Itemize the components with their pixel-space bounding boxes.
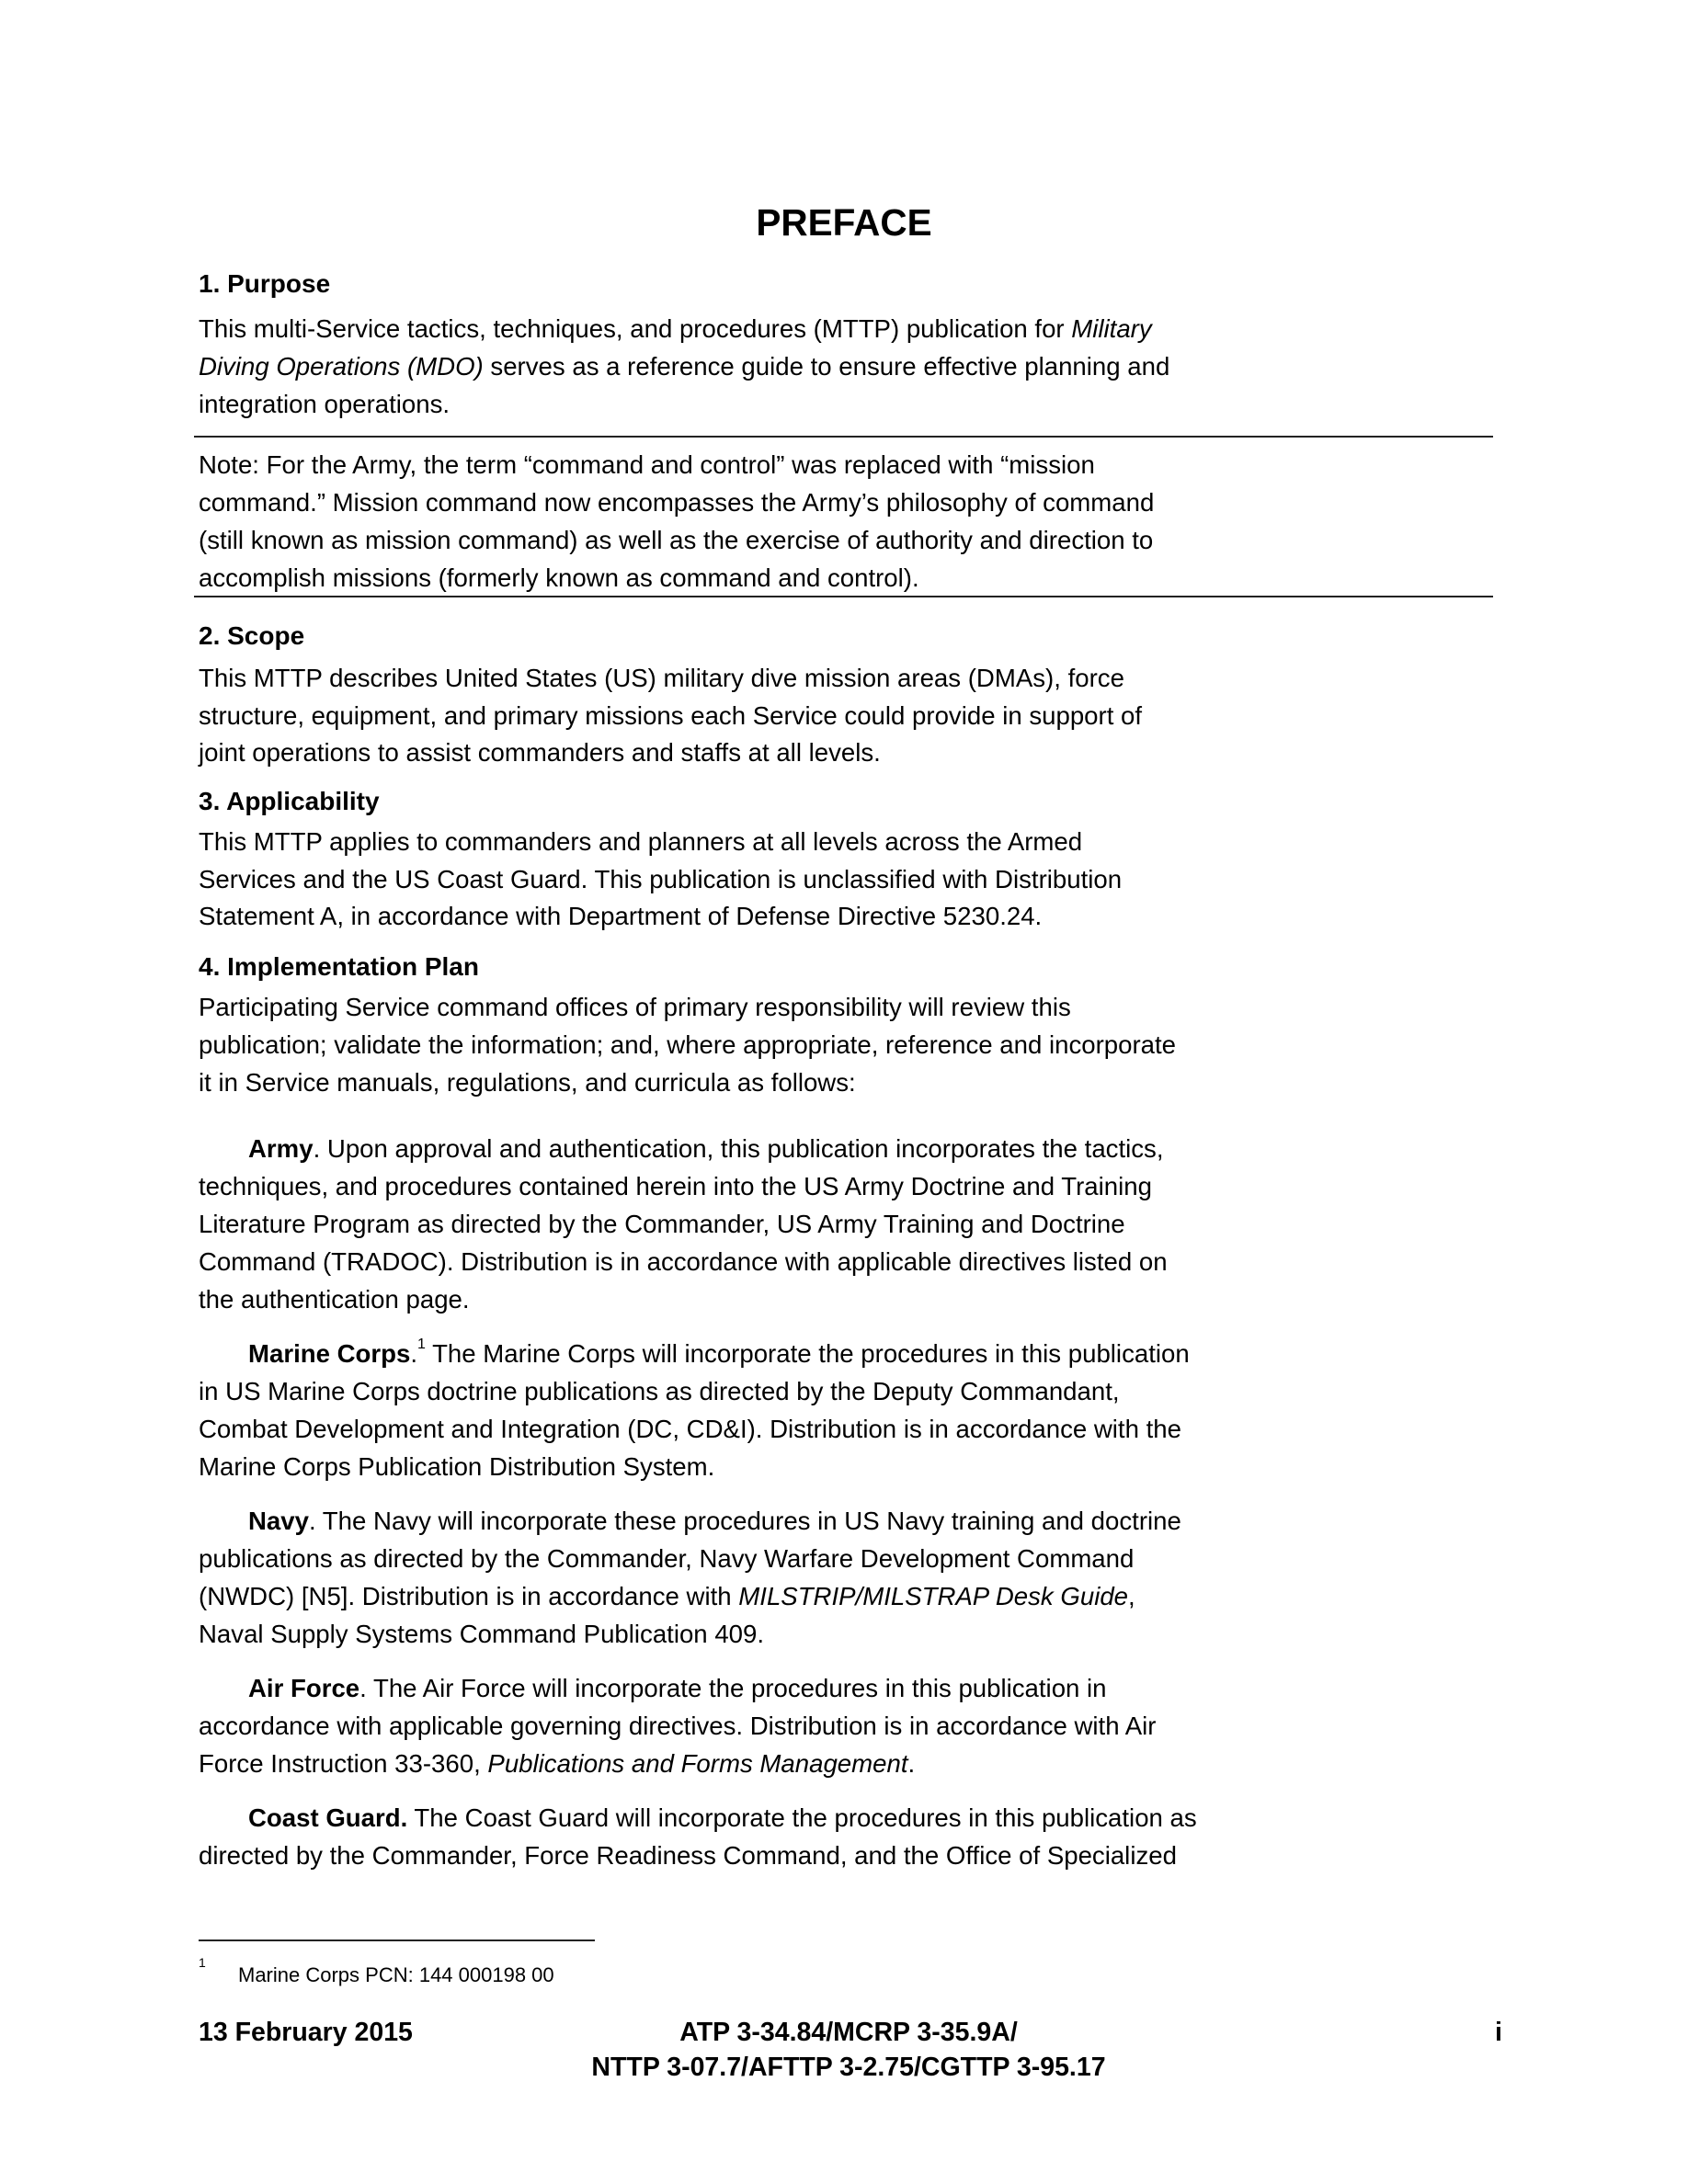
text: ,: [1128, 1582, 1135, 1610]
scope-line-1: This MTTP describes United States (US) military dive mission areas (DMAs), force: [199, 664, 1124, 692]
army-line-1: [199, 1136, 1164, 1162]
footnote-reference[interactable]: 1: [417, 1337, 426, 1352]
coastguard-line-1: [199, 1805, 1197, 1831]
navy-line-1: [199, 1508, 1181, 1534]
applicability-line-1: This MTTP applies to commanders and planners at all levels across the Armed: [199, 827, 1083, 856]
implementation-line-2: publication; validate the information; and, where appropriate, reference and incorporate: [199, 1030, 1177, 1059]
airforce-line-1: [199, 1676, 1107, 1701]
text: . The Air Force will incorporate the procedures in this publication in: [359, 1674, 1107, 1702]
marines-line-2: in US Marine Corps doctrine publications as directed by the Deputy Commandant,: [199, 1377, 1120, 1405]
text: (NWDC) [N5]. Distribution is in accordance with: [199, 1582, 739, 1610]
footer-publication-line-2: NTTP 3-07.7/AFTTP 3-2.75/CGTTP 3-95.17: [591, 2053, 1106, 2082]
footer-publication-line-1: ATP 3-34.84/MCRP 3-35.9A/: [679, 2018, 1018, 2047]
scope-line-2: structure, equipment, and primary missions each Service could provide in support of: [199, 701, 1143, 730]
army-line-5: the authentication page.: [199, 1285, 470, 1314]
note-top-rule: [194, 436, 1493, 438]
service-label-army: Army: [248, 1134, 314, 1163]
applicability-line-3: Statement A, in accordance with Department of Defense Directive 5230.24.: [199, 902, 1043, 930]
footer-page-number: i: [1495, 2018, 1502, 2047]
purpose-line-2: [199, 354, 1169, 380]
publication-title: Military: [1071, 314, 1152, 343]
service-label-coast-guard: Coast Guard.: [248, 1803, 408, 1832]
footnote-separator: [199, 1939, 595, 1941]
marines-line-3: Combat Development and Integration (DC, CD&I). Distribution is in accordance with the: [199, 1415, 1181, 1443]
navy-line-2: publications as directed by the Commander, Navy Warfare Development Command: [199, 1544, 1135, 1573]
note-line-2: command.” Mission command now encompasses the Army’s philosophy of command: [199, 488, 1155, 517]
text: The Coast Guard will incorporate the procedures in this publication as: [407, 1803, 1197, 1832]
purpose-line-3: integration operations.: [199, 390, 451, 418]
footnote-text: Marine Corps PCN: 144 000198 00: [238, 1963, 554, 1986]
text: This multi-Service tactics, techniques, and procedures (MTTP) publication for: [199, 314, 1072, 343]
publication-title: Publications and Forms Management: [487, 1749, 908, 1778]
page-title: PREFACE: [756, 201, 932, 244]
text: serves as a reference guide to ensure effective planning and: [483, 352, 1170, 381]
note-line-3: (still known as mission command) as well as the exercise of authority and direction to: [199, 526, 1154, 554]
text: .: [410, 1339, 417, 1368]
section-heading-implementation: 4. Implementation Plan: [199, 952, 479, 981]
section-heading-scope: 2. Scope: [199, 621, 305, 650]
navy-line-4: Naval Supply Systems Command Publication 409.: [199, 1620, 765, 1648]
purpose-line-1: [199, 316, 1152, 342]
section-heading-applicability: 3. Applicability: [199, 787, 380, 815]
publication-title: Diving Operations (MDO): [199, 352, 484, 381]
text: Force Instruction 33-360,: [199, 1749, 488, 1778]
section-heading-purpose: 1. Purpose: [199, 269, 331, 298]
airforce-line-3: [199, 1751, 915, 1777]
text: . The Navy will incorporate these procedures in US Navy training and doctrine: [308, 1507, 1181, 1535]
footnote-number: 1: [199, 1955, 206, 1970]
note-bottom-rule: [194, 596, 1493, 597]
text: The Marine Corps will incorporate the procedures in this publication: [425, 1339, 1190, 1368]
navy-line-3: [199, 1584, 1135, 1610]
army-line-4: Command (TRADOC). Distribution is in accordance with applicable directives listed on: [199, 1247, 1168, 1276]
service-label-marine-corps: Marine Corps: [248, 1339, 411, 1368]
army-line-3: Literature Program as directed by the Commander, US Army Training and Doctrine: [199, 1210, 1125, 1238]
service-label-air-force: Air Force: [248, 1674, 360, 1702]
implementation-line-1: Participating Service command offices of primary responsibility will review this: [199, 993, 1071, 1021]
marines-line-4: Marine Corps Publication Distribution System.: [199, 1452, 715, 1481]
publication-title: MILSTRIP/MILSTRAP Desk Guide: [738, 1582, 1129, 1610]
footer-date: 13 February 2015: [199, 2018, 413, 2047]
text: . Upon approval and authentication, this publication incorporates the tactics,: [313, 1134, 1164, 1163]
coastguard-line-2: directed by the Commander, Force Readiness Command, and the Office of Specialized: [199, 1841, 1177, 1870]
airforce-line-2: accordance with applicable governing directives. Distribution is in accordance with Air: [199, 1712, 1157, 1740]
marines-line-1: [199, 1337, 1190, 1368]
service-label-navy: Navy: [248, 1507, 309, 1535]
army-line-2: techniques, and procedures contained herein into the US Army Doctrine and Training: [199, 1172, 1152, 1200]
scope-line-3: joint operations to assist commanders and staffs at all levels.: [199, 738, 881, 767]
note-line-4: accomplish missions (formerly known as command and control).: [199, 563, 919, 592]
text: .: [907, 1749, 916, 1778]
implementation-line-3: it in Service manuals, regulations, and curricula as follows:: [199, 1068, 856, 1097]
applicability-line-2: Services and the US Coast Guard. This publication is unclassified with Distribution: [199, 865, 1123, 893]
note-line-1: Note: For the Army, the term “command and control” was replaced with “mission: [199, 450, 1095, 479]
